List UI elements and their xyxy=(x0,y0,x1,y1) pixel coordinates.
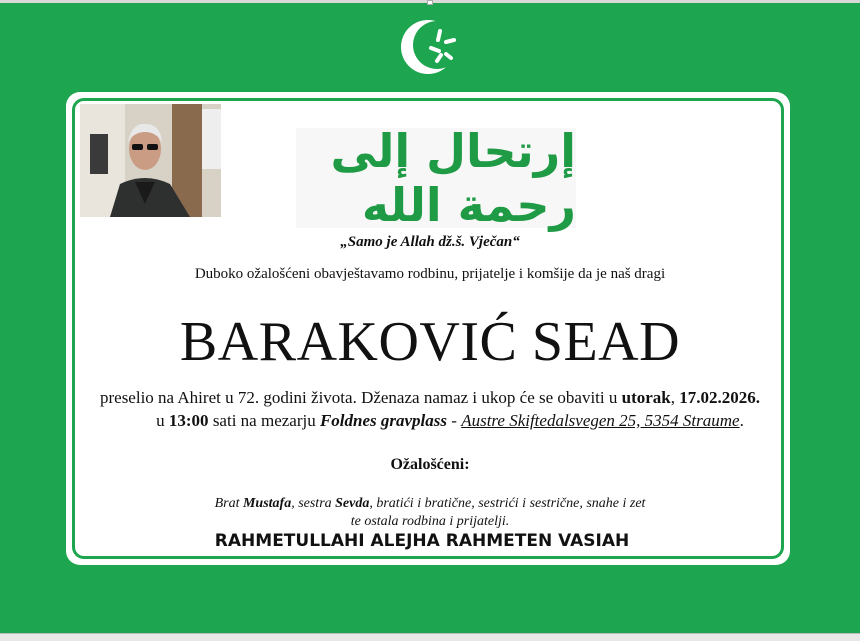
text: . xyxy=(739,411,744,430)
deceased-name: BARAKOVIĆ SEAD xyxy=(179,311,681,373)
text: u xyxy=(156,411,169,430)
text: , bratići i bratične, sestrići i sestrične, snahe i zet xyxy=(369,496,646,511)
arabic-calligraphy: إرتحال إلى رحمة الله xyxy=(296,128,576,228)
mourners-line1 xyxy=(0,496,860,512)
text: Brat xyxy=(214,496,243,511)
mourners-title: Ožalošćeni: xyxy=(390,456,470,473)
cemetery-address: Austre Skiftedalsvegen 25, 5354 Straume xyxy=(461,411,740,430)
funeral-details-line2 xyxy=(20,411,860,431)
closing-prayer: RAHMETULLAHI ALEJHA RAHMETEN VASIAH xyxy=(214,531,630,551)
brother-name: Mustafa xyxy=(242,496,292,511)
text: - xyxy=(447,411,462,430)
mourners-line2: te ostala rodbina i prijatelji. xyxy=(350,514,510,529)
funeral-details-line1: preselio na Ahiret u 72. godini života. Dženaza namaz i ukop će se obaviti u utorak, 17.02.2026. xyxy=(99,388,760,407)
funeral-date: 17.02.2026. xyxy=(679,388,760,407)
text: preselio na Ahiret u 72. godini života. Dženaza namaz i ukop će se obaviti u xyxy=(99,388,622,407)
funeral-time: 13:00 xyxy=(168,411,209,430)
intro-text: Duboko ožalošćeni obavještavamo rodbinu, prijatelje i komšije da je naš dragi xyxy=(194,266,666,282)
funeral-day: utorak xyxy=(621,388,671,407)
sister-name: Sevda xyxy=(335,496,370,511)
crescent-star-icon xyxy=(394,12,466,82)
cemetery-name: Foldnes gravplass xyxy=(319,411,448,430)
page-marker xyxy=(427,0,433,5)
text: sati na mezarju xyxy=(208,411,320,430)
quote: „Samo je Allah dž.š. Vječan“ xyxy=(340,234,520,250)
deceased-photo xyxy=(80,104,221,217)
text: , sestra xyxy=(291,496,336,511)
